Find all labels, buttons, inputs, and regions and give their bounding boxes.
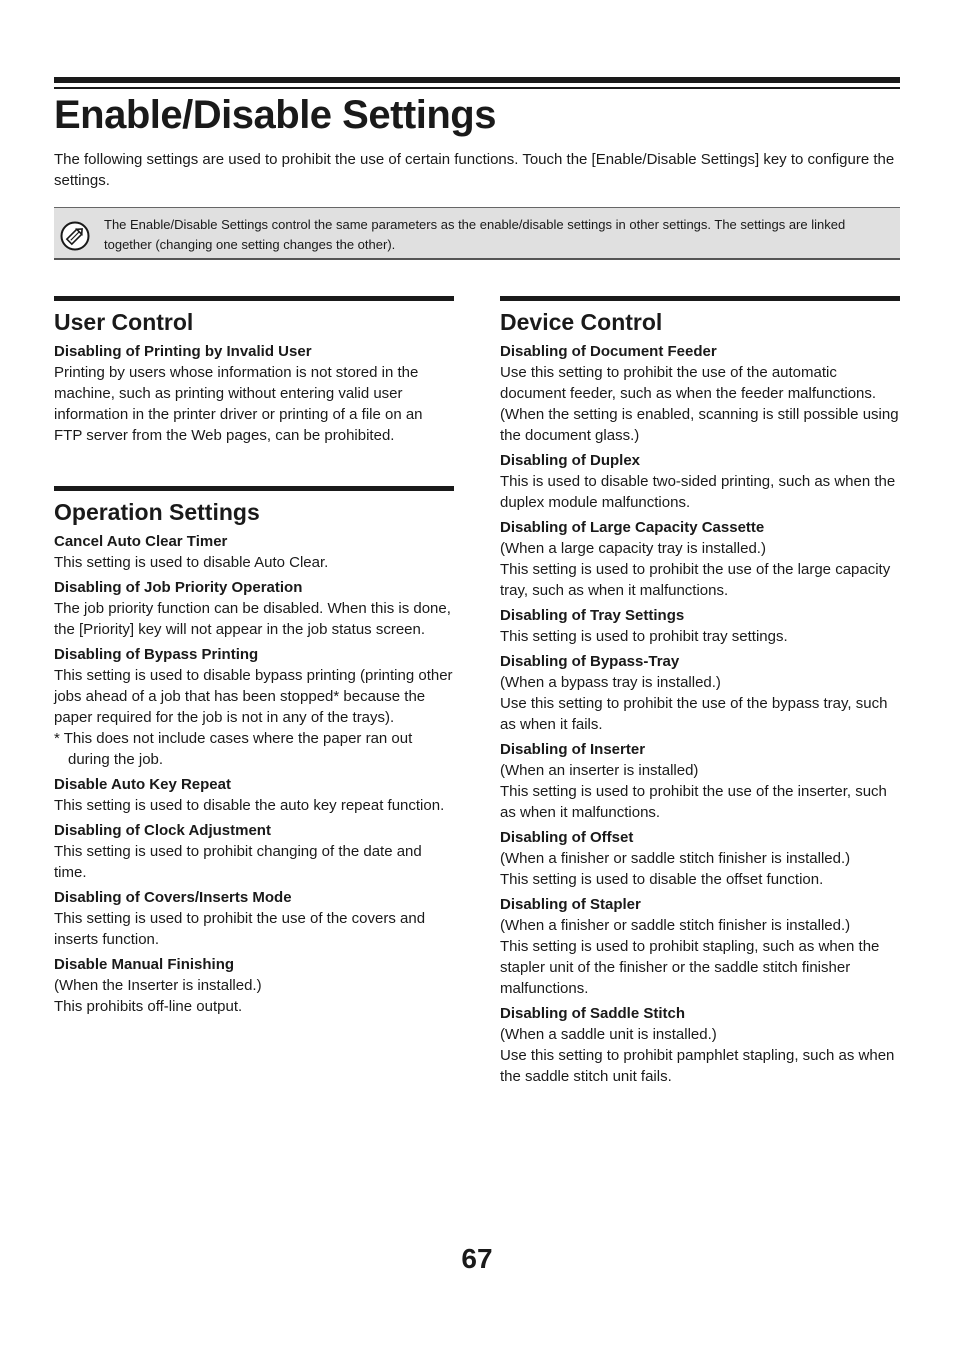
setting-description: This is used to disable two-sided printing, such as when the duplex module malfunctions. xyxy=(500,473,896,511)
setting-title: Disabling of Offset xyxy=(500,829,634,846)
setting-description: This setting is used to disable the offset function. xyxy=(500,871,824,888)
setting-title: Disabling of Bypass Printing xyxy=(54,646,259,663)
setting-item xyxy=(54,774,454,816)
setting-title: Disabling of Saddle Stitch xyxy=(500,1005,686,1022)
pencil-note-icon xyxy=(60,221,90,251)
setting-title: Disabling of Job Priority Operation xyxy=(54,579,303,596)
setting-description: This setting is used to prohibit tray settings. xyxy=(500,628,788,645)
setting-title: Disabling of Large Capacity Cassette xyxy=(500,519,765,536)
section-title-device-control: Device Control xyxy=(500,309,663,335)
setting-item xyxy=(54,341,454,446)
setting-item xyxy=(500,517,900,601)
setting-description: Printing by users whose information is not stored in the machine, such as printing without entering valid user information in the printer driver or printing of a file on an FTP server from the Web pages, can be prohibited. xyxy=(54,364,423,444)
page-number: 67 xyxy=(461,1243,493,1274)
setting-title: Disabling of Inserter xyxy=(500,741,646,758)
setting-item xyxy=(500,894,900,999)
setting-condition: (When an inserter is installed) xyxy=(500,762,699,779)
section-operation-settings xyxy=(54,486,454,1017)
setting-title: Disable Manual Finishing xyxy=(54,956,235,973)
setting-description: This prohibits off-line output. xyxy=(54,998,243,1015)
setting-item xyxy=(54,577,454,640)
setting-condition: (When a bypass tray is installed.) xyxy=(500,674,721,691)
setting-item xyxy=(54,644,454,770)
page-title: Enable/Disable Settings xyxy=(54,93,496,137)
setting-title: Disabling of Duplex xyxy=(500,452,641,469)
setting-item xyxy=(54,887,454,950)
setting-item xyxy=(500,827,900,890)
setting-item xyxy=(54,820,454,883)
intro-paragraph: The following settings are used to prohibit the use of certain functions. Touch the [Enable/Disable Settings] key to configure the settings. xyxy=(54,151,895,189)
setting-condition: (When a saddle unit is installed.) xyxy=(500,1026,717,1043)
setting-description: Use this setting to prohibit the use of the bypass tray, such as when it fails. xyxy=(500,695,888,733)
setting-title: Disabling of Printing by Invalid User xyxy=(54,343,312,360)
setting-title: Disable Auto Key Repeat xyxy=(54,776,231,793)
section-rule xyxy=(54,296,454,301)
setting-condition: (When the Inserter is installed.) xyxy=(54,977,262,994)
setting-title: Disabling of Stapler xyxy=(500,896,641,913)
section-title-user-control: User Control xyxy=(54,309,194,335)
setting-description: This setting is used to prohibit the use of the inserter, such as when it malfunctions. xyxy=(500,783,887,821)
setting-description: This setting is used to disable the auto key repeat function. xyxy=(54,797,445,814)
setting-title: Disabling of Tray Settings xyxy=(500,607,685,624)
section-device-control xyxy=(500,296,900,1087)
setting-condition: (When a finisher or saddle stitch finisher is installed.) xyxy=(500,850,851,867)
setting-description: This setting is used to prohibit stapling, such as when the stapler unit of the finisher or the saddle stitch finisher malfunctions. xyxy=(500,938,880,997)
setting-condition: (When a large capacity tray is installed.) xyxy=(500,540,766,557)
setting-condition: (When a finisher or saddle stitch finisher is installed.) xyxy=(500,917,851,934)
setting-footnote: * This does not include cases where the paper ran out during the job. xyxy=(54,730,413,768)
setting-description: This setting is used to prohibit the use of the covers and inserts function. xyxy=(54,910,426,948)
setting-item xyxy=(54,531,454,573)
setting-title: Cancel Auto Clear Timer xyxy=(54,533,228,550)
setting-title: Disabling of Bypass-Tray xyxy=(500,653,680,670)
setting-item xyxy=(500,1003,900,1087)
header-rule-thick xyxy=(54,77,900,83)
setting-item xyxy=(54,954,454,1017)
setting-title: Disabling of Clock Adjustment xyxy=(54,822,271,839)
section-title-operation-settings: Operation Settings xyxy=(54,499,260,525)
setting-item xyxy=(500,651,900,735)
setting-description: This setting is used to prohibit the use of the large capacity tray, such as when it malfunctions. xyxy=(500,561,891,599)
note-box xyxy=(54,207,900,260)
setting-item xyxy=(500,341,900,446)
setting-item xyxy=(500,450,900,513)
setting-description: Use this setting to prohibit pamphlet stapling, such as when the saddle stitch unit fails. xyxy=(500,1047,895,1085)
setting-description: The job priority function can be disabled. When this is done, the [Priority] key will not appear in the job status screen. xyxy=(54,600,451,638)
section-user-control xyxy=(54,296,454,446)
setting-item xyxy=(500,605,900,647)
note-text: The Enable/Disable Settings control the same parameters as the enable/disable settings in other settings. The settings are linked together (changing one setting changes the other). xyxy=(104,217,846,252)
setting-item xyxy=(500,739,900,823)
setting-description: Use this setting to prohibit the use of the automatic document feeder, such as when the feeder malfunctions. (When the setting is enabled, scanning is still possible using the document glass.) xyxy=(500,364,899,444)
setting-title: Disabling of Covers/Inserts Mode xyxy=(54,889,292,906)
setting-description: This setting is used to prohibit changing of the date and time. xyxy=(54,843,422,881)
section-rule xyxy=(54,486,454,491)
right-column xyxy=(500,296,900,1091)
left-column xyxy=(54,296,454,1021)
setting-description: This setting is used to disable Auto Clear. xyxy=(54,554,329,571)
setting-description: This setting is used to disable bypass printing (printing other jobs ahead of a job that has been stopped* because the paper required for the job is not in any of the trays). xyxy=(54,667,453,726)
setting-title: Disabling of Document Feeder xyxy=(500,343,717,360)
section-rule xyxy=(500,296,900,301)
